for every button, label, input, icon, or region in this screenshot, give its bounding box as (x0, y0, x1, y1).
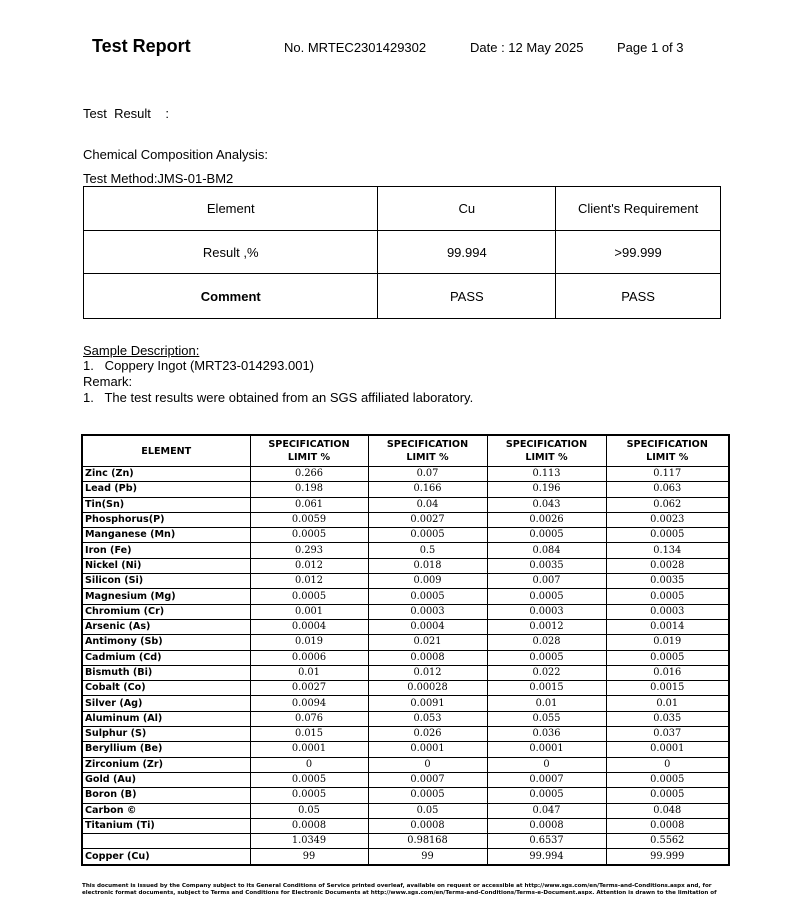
limit-value-cell: 0.0008 (368, 818, 487, 833)
element-name-cell: Boron (B) (82, 788, 250, 803)
table-row (82, 604, 729, 619)
limit-value-cell: 0.6537 (487, 834, 606, 849)
specification-table (81, 434, 730, 866)
element-name-cell: Silver (Ag) (82, 696, 250, 711)
table-row (82, 849, 729, 865)
element-name-cell: Magnesium (Mg) (82, 589, 250, 604)
summary-cell: 99.994 (378, 231, 556, 274)
limit-value-cell: 0.035 (606, 711, 729, 726)
limit-value-cell: 0.0035 (487, 558, 606, 573)
limit-value-cell: 0.001 (250, 604, 368, 619)
table-row (82, 681, 729, 696)
limit-value-cell: 0.037 (606, 727, 729, 742)
limit-value-cell: 0.0091 (368, 696, 487, 711)
table-row (82, 757, 729, 772)
limit-value-cell: 0.021 (368, 635, 487, 650)
limit-value-cell: 99 (368, 849, 487, 865)
limit-value-cell: 0.0001 (606, 742, 729, 757)
limit-value-cell: 0.007 (487, 574, 606, 589)
table-row (82, 742, 729, 757)
limit-value-cell: 0.043 (487, 497, 606, 512)
element-name-cell: Zirconium (Zr) (82, 757, 250, 772)
limit-value-cell: 0.048 (606, 803, 729, 818)
limit-value-cell: 0.07 (368, 467, 487, 482)
sample-description-item: 1. Coppery Ingot (MRT23-014293.001) (83, 358, 315, 373)
element-name-cell: Bismuth (Bi) (82, 665, 250, 680)
table-row (82, 727, 729, 742)
summary-header-row (84, 187, 721, 231)
footer-disclaimer (82, 883, 722, 897)
limit-value-cell: 0.053 (368, 711, 487, 726)
element-column-header: ELEMENT (82, 435, 250, 467)
limit-value-cell: 0 (250, 757, 368, 772)
table-row (82, 803, 729, 818)
element-name-cell: Zinc (Zn) (82, 467, 250, 482)
limit-value-cell: 0.0027 (250, 681, 368, 696)
table-row (82, 619, 729, 634)
table-row (82, 528, 729, 543)
spec-column-header: SPECIFICATION LIMIT % (487, 435, 606, 467)
limit-value-cell: 0.01 (250, 665, 368, 680)
element-name-cell: Tin(Sn) (82, 497, 250, 512)
table-row (82, 818, 729, 833)
table-row (82, 558, 729, 573)
limit-value-cell: 0.062 (606, 497, 729, 512)
spec-column-header: SPECIFICATION LIMIT % (250, 435, 368, 467)
summary-cell: Element (84, 187, 378, 231)
element-name-cell: Aluminum (Al) (82, 711, 250, 726)
limit-value-cell: 0.026 (368, 727, 487, 742)
element-name-cell: Lead (Pb) (82, 482, 250, 497)
footer-line: electronic format documents, subject to Terms and Conditions for Electronic Documents at http://www.sgs.com/en/Terms-and-Conditions/Terms-e-Document.aspx. Attention is drawn to the limitation of (82, 890, 717, 896)
spec-column-header: SPECIFICATION LIMIT % (606, 435, 729, 467)
limit-value-cell: 99 (250, 849, 368, 865)
limit-value-cell: 0.0014 (606, 619, 729, 634)
test-result-label: Test Result : (83, 106, 169, 121)
limit-value-cell: 0.018 (368, 558, 487, 573)
element-name-cell: Cadmium (Cd) (82, 650, 250, 665)
limit-value-cell: 0.076 (250, 711, 368, 726)
table-row (82, 665, 729, 680)
limit-value-cell: 0.012 (368, 665, 487, 680)
limit-value-cell: 0.0008 (368, 650, 487, 665)
element-name-cell: Phosphorus(P) (82, 512, 250, 527)
report-title: Test Report (92, 36, 191, 56)
summary-cell: PASS (556, 274, 721, 319)
summary-cell: >99.999 (556, 231, 721, 274)
spec-column-header: SPECIFICATION LIMIT % (368, 435, 487, 467)
limit-value-cell: 0.04 (368, 497, 487, 512)
limit-value-cell: 0.012 (250, 574, 368, 589)
element-name-cell (82, 834, 250, 849)
summary-cell: Result ,% (84, 231, 378, 274)
remark-heading: Remark: (83, 374, 133, 389)
table-row (82, 772, 729, 787)
element-name-cell: Carbon © (82, 803, 250, 818)
limit-value-cell: 0.198 (250, 482, 368, 497)
limit-value-cell: 0.5 (368, 543, 487, 558)
summary-cell: Client's Requirement (556, 187, 721, 231)
limit-value-cell: 0 (368, 757, 487, 772)
page-indicator: Page 1 of 3 (617, 40, 684, 55)
element-name-cell: Beryllium (Be) (82, 742, 250, 757)
limit-value-cell: 0.028 (487, 635, 606, 650)
limit-value-cell: 0.01 (606, 696, 729, 711)
limit-value-cell: 0.117 (606, 467, 729, 482)
limit-value-cell: 0.022 (487, 665, 606, 680)
limit-value-cell: 0.196 (487, 482, 606, 497)
table-row (82, 711, 729, 726)
limit-value-cell: 0.0008 (250, 818, 368, 833)
limit-value-cell: 0.05 (368, 803, 487, 818)
table-row (82, 574, 729, 589)
report-number: No. MRTEC2301429302 (284, 40, 427, 55)
limit-value-cell: 0.0059 (250, 512, 368, 527)
element-name-cell: Sulphur (S) (82, 727, 250, 742)
limit-value-cell: 0.012 (250, 558, 368, 573)
limit-value-cell: 0.113 (487, 467, 606, 482)
table-row (82, 467, 729, 482)
summary-comment-row (84, 274, 721, 319)
limit-value-cell: 0.0005 (606, 650, 729, 665)
limit-value-cell: 0 (606, 757, 729, 772)
limit-value-cell: 0.266 (250, 467, 368, 482)
limit-value-cell: 0.5562 (606, 834, 729, 849)
limit-value-cell: 0.0005 (487, 650, 606, 665)
element-name-cell: Silicon (Si) (82, 574, 250, 589)
table-row (82, 512, 729, 527)
element-name-cell: Titanium (Ti) (82, 818, 250, 833)
table-row (82, 589, 729, 604)
remark-item: 1. The test results were obtained from an SGS affiliated laboratory. (83, 390, 474, 405)
limit-value-cell: 0.0007 (368, 772, 487, 787)
limit-value-cell: 0.00028 (368, 681, 487, 696)
limit-value-cell: 0.0023 (606, 512, 729, 527)
limit-value-cell: 0.0005 (368, 528, 487, 543)
limit-value-cell: 0.0094 (250, 696, 368, 711)
limit-value-cell: 0.0015 (487, 681, 606, 696)
limit-value-cell: 0.0007 (487, 772, 606, 787)
element-name-cell: Gold (Au) (82, 772, 250, 787)
limit-value-cell: 0.0005 (250, 788, 368, 803)
summary-cell: Comment (84, 274, 378, 319)
limit-value-cell: 0.0005 (368, 589, 487, 604)
table-row (82, 482, 729, 497)
limit-value-cell: 0.0028 (606, 558, 729, 573)
spec-header-row (82, 435, 729, 467)
element-name-cell: Manganese (Mn) (82, 528, 250, 543)
limit-value-cell: 0.0001 (250, 742, 368, 757)
element-name-cell: Nickel (Ni) (82, 558, 250, 573)
limit-value-cell: 0.0015 (606, 681, 729, 696)
table-row (82, 696, 729, 711)
limit-value-cell: 0.055 (487, 711, 606, 726)
limit-value-cell: 0.047 (487, 803, 606, 818)
table-row (82, 635, 729, 650)
limit-value-cell: 0.0008 (606, 818, 729, 833)
table-row (82, 543, 729, 558)
limit-value-cell: 99.994 (487, 849, 606, 865)
limit-value-cell: 0.0012 (487, 619, 606, 634)
limit-value-cell: 0.0001 (368, 742, 487, 757)
limit-value-cell: 0.134 (606, 543, 729, 558)
limit-value-cell: 0.0005 (250, 772, 368, 787)
limit-value-cell: 0.0005 (606, 589, 729, 604)
limit-value-cell: 0.084 (487, 543, 606, 558)
limit-value-cell: 0.0005 (606, 788, 729, 803)
limit-value-cell: 0.0003 (606, 604, 729, 619)
limit-value-cell: 0.0005 (487, 589, 606, 604)
limit-value-cell: 0.293 (250, 543, 368, 558)
summary-table (83, 186, 721, 319)
table-row (82, 788, 729, 803)
limit-value-cell: 1.0349 (250, 834, 368, 849)
test-method: Test Method:JMS-01-BM2 (83, 171, 234, 186)
summary-cell: Cu (378, 187, 556, 231)
limit-value-cell: 0.009 (368, 574, 487, 589)
limit-value-cell: 0.0005 (368, 788, 487, 803)
limit-value-cell: 0.05 (250, 803, 368, 818)
limit-value-cell: 0.0005 (606, 528, 729, 543)
table-row (82, 834, 729, 849)
sample-description-heading: Sample Description: (83, 343, 200, 358)
limit-value-cell: 0.016 (606, 665, 729, 680)
table-row (82, 497, 729, 512)
element-name-cell: Iron (Fe) (82, 543, 250, 558)
limit-value-cell: 0.0005 (250, 589, 368, 604)
limit-value-cell: 0.036 (487, 727, 606, 742)
limit-value-cell: 0.019 (606, 635, 729, 650)
limit-value-cell: 0.063 (606, 482, 729, 497)
element-name-cell: Cobalt (Co) (82, 681, 250, 696)
analysis-title: Chemical Composition Analysis: (83, 147, 268, 162)
limit-value-cell: 0.0035 (606, 574, 729, 589)
report-date: Date : 12 May 2025 (470, 40, 584, 55)
limit-value-cell: 0.0005 (487, 788, 606, 803)
limit-value-cell: 0.0006 (250, 650, 368, 665)
limit-value-cell: 0.0005 (250, 528, 368, 543)
limit-value-cell: 0.98168 (368, 834, 487, 849)
limit-value-cell: 0.0005 (487, 528, 606, 543)
table-row (82, 650, 729, 665)
limit-value-cell: 0.0004 (250, 619, 368, 634)
limit-value-cell: 0.019 (250, 635, 368, 650)
limit-value-cell: 0.061 (250, 497, 368, 512)
element-name-cell: Arsenic (As) (82, 619, 250, 634)
limit-value-cell: 0.0003 (368, 604, 487, 619)
element-name-cell: Copper (Cu) (82, 849, 250, 865)
limit-value-cell: 0.0005 (606, 772, 729, 787)
limit-value-cell: 0.0026 (487, 512, 606, 527)
footer-line: This document is issued by the Company subject to its General Conditions of Service printed overleaf, available on request or accessible at http://www.sgs.com/en/Terms-and-Conditions.aspx and, for (82, 883, 712, 889)
element-name-cell: Antimony (Sb) (82, 635, 250, 650)
summary-cell: PASS (378, 274, 556, 319)
element-name-cell: Chromium (Cr) (82, 604, 250, 619)
limit-value-cell: 0.0001 (487, 742, 606, 757)
limit-value-cell: 0.0004 (368, 619, 487, 634)
limit-value-cell: 0.015 (250, 727, 368, 742)
limit-value-cell: 99.999 (606, 849, 729, 865)
limit-value-cell: 0.0008 (487, 818, 606, 833)
limit-value-cell: 0.01 (487, 696, 606, 711)
limit-value-cell: 0.0003 (487, 604, 606, 619)
limit-value-cell: 0.0027 (368, 512, 487, 527)
limit-value-cell: 0 (487, 757, 606, 772)
limit-value-cell: 0.166 (368, 482, 487, 497)
summary-result-row (84, 231, 721, 274)
